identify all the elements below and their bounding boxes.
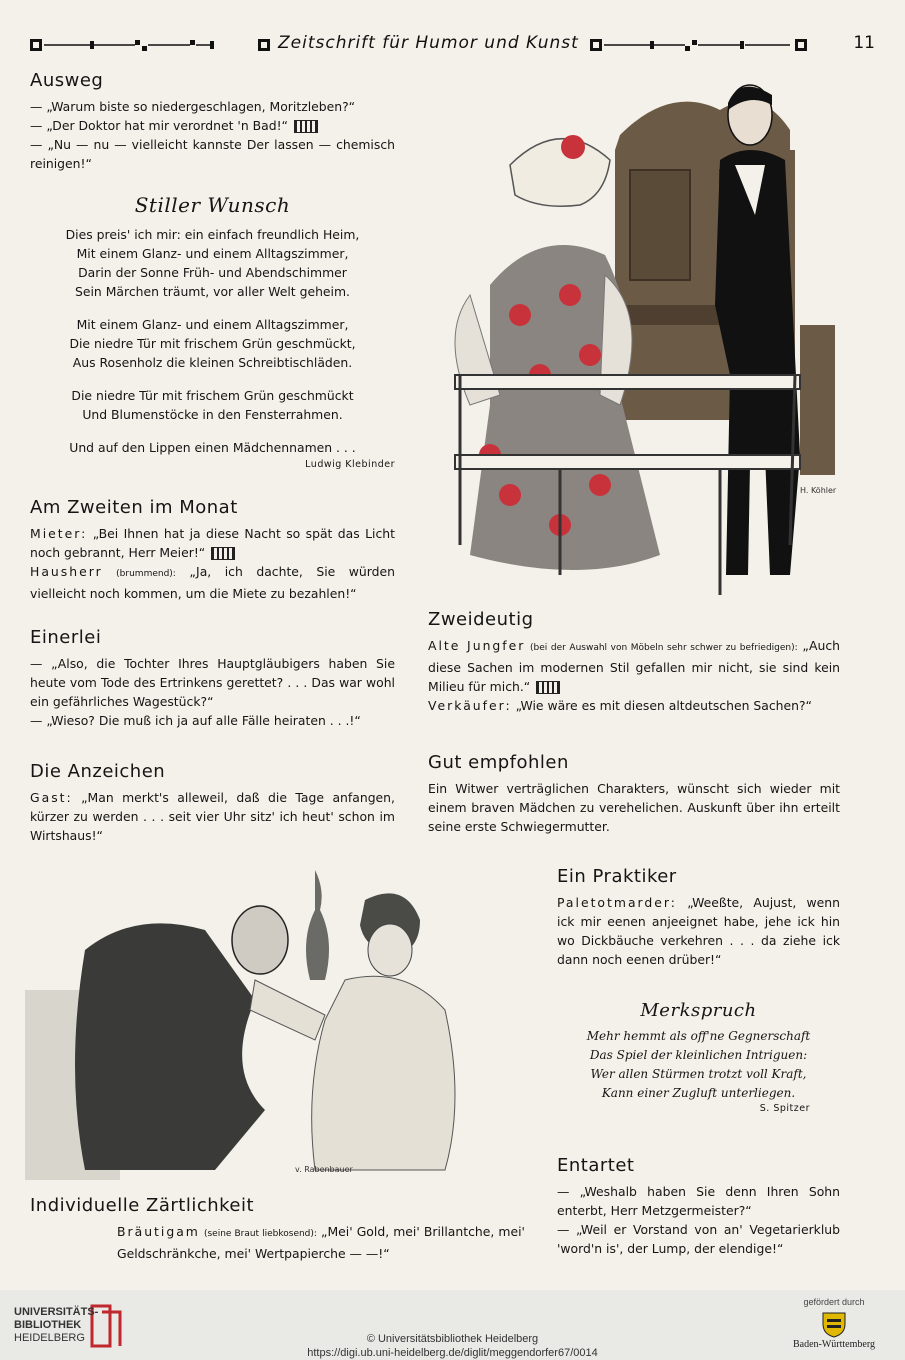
merkspruch-poem bbox=[557, 1027, 840, 1103]
running-header bbox=[30, 33, 875, 57]
source-link[interactable]: https://digi.ub.uni-heidelberg.de/diglit/meggendorfer67/0014 bbox=[307, 1347, 598, 1359]
stanza-3 bbox=[30, 386, 395, 424]
heading-anzeichen: Die Anzeichen bbox=[30, 761, 166, 782]
ausweg-line-2: — „Der Doktor hat mir verordnet 'n Bad!“ bbox=[30, 116, 395, 135]
heading-entartet: Entartet bbox=[557, 1155, 635, 1176]
individuelle-line: Bräutigam (seine Braut liebkosend): „Mei' Gold, mei' Brillantche, mei' Geldschränkche, mei' Wertpapierche — —!“ bbox=[117, 1224, 525, 1261]
library-line: HEIDELBERG bbox=[14, 1332, 85, 1344]
illustration-furniture-shop bbox=[430, 75, 840, 600]
heading-am-zweiten: Am Zweiten im Monat bbox=[30, 497, 238, 518]
poem-line: Und Blumenstöcke in den Fensterrahmen. bbox=[82, 407, 343, 422]
page-number: 11 bbox=[853, 33, 875, 53]
section-individuelle bbox=[30, 1195, 525, 1263]
section-merkspruch bbox=[557, 1000, 840, 1114]
heading-ausweg: Ausweg bbox=[30, 70, 104, 91]
end-mark-icon bbox=[294, 120, 318, 133]
copyright-text: © Universitätsbibliothek Heidelberg bbox=[366, 1333, 539, 1345]
poem-line: Das Spiel der kleinlichen Intriguen: bbox=[589, 1048, 808, 1062]
poem-line: Die niedre Tür mit frischem Grün geschmückt, bbox=[69, 336, 356, 351]
poem-line: Die niedre Tür mit frischem Grün geschmückt bbox=[71, 388, 354, 403]
section-stiller-wunsch bbox=[30, 193, 395, 470]
section-anzeichen bbox=[30, 761, 395, 845]
poem-line: Mehr hemmt als off'ne Gegnerschaft bbox=[586, 1029, 811, 1043]
zweiten-dialog-2: Hausherr (brummend): „Ja, ich dachte, Sie würden vielleicht noch kommen, um die Miete zu bezahlen!“ bbox=[30, 564, 395, 601]
library-line: UNIVERSITÄTS- bbox=[14, 1306, 99, 1318]
artist-signature-top: H. Köhler bbox=[800, 486, 837, 495]
ausweg-line-1: — „Warum biste so niedergeschlagen, Moritzleben?“ bbox=[30, 99, 356, 114]
section-einerlei bbox=[30, 627, 395, 730]
section-ausweg bbox=[30, 70, 395, 173]
heading-individuelle: Individuelle Zärtlichkeit bbox=[30, 1195, 255, 1216]
heading-merkspruch: Merkspruch bbox=[640, 1000, 757, 1021]
funder-name: Baden-Württemberg bbox=[792, 1339, 875, 1350]
copyright-block bbox=[0, 1332, 905, 1360]
header-ornament-right bbox=[590, 37, 810, 53]
poem bbox=[30, 225, 395, 457]
section-zweideutig bbox=[428, 609, 840, 715]
poem-author: Ludwig Klebinder bbox=[305, 459, 395, 470]
poem-line: Aus Rosenholz die kleinen Schreibtischläden. bbox=[72, 355, 353, 370]
poem-line: Mit einem Glanz- und einem Alltagszimmer, bbox=[76, 246, 349, 261]
end-mark-icon bbox=[211, 547, 235, 560]
zweideutig-dialog-1: Alte Jungfer (bei der Auswahl von Möbeln sehr schwer zu befriedigen): „Auch diese Sachen im modernen Stil gefallen mir nicht, sie sind kein Milieu für mich.“ bbox=[428, 638, 840, 694]
funding-block bbox=[779, 1297, 889, 1350]
poem-line: Und auf den Lippen einen Mädchennamen . . . bbox=[69, 440, 356, 455]
section-am-zweiten bbox=[30, 497, 395, 603]
header-ornament-left bbox=[30, 37, 240, 53]
library-line: BIBLIOTHEK bbox=[14, 1319, 82, 1331]
funding-label: gefördert durch bbox=[803, 1297, 865, 1307]
poem-line: Kann einer Zugluft unterliegen. bbox=[601, 1086, 796, 1100]
heading-praktiker: Ein Praktiker bbox=[557, 866, 677, 887]
poem-line: Dies preis' ich mir: ein einfach freundlich Heim, bbox=[65, 227, 360, 242]
entartet-line-2: — „Weil er Vorstand von an' Vegetarierklub 'word'n is', der Lump, der elendige!“ bbox=[557, 1222, 840, 1256]
poem-line: Wer allen Stürmen trotzt voll Kraft, bbox=[590, 1067, 807, 1081]
journal-title: Zeitschrift für Humor und Kunst bbox=[278, 33, 579, 53]
stanza-1 bbox=[30, 225, 395, 301]
section-entartet bbox=[557, 1155, 840, 1258]
stanza-2 bbox=[30, 315, 395, 372]
coat-of-arms-icon bbox=[819, 1310, 849, 1338]
poem-line: Sein Märchen träumt, vor aller Welt geheim. bbox=[75, 284, 350, 299]
poem-line: Mit einem Glanz- und einem Alltagszimmer, bbox=[76, 317, 349, 332]
praktiker-line: Paletotmarder: „Weeßte, Aujust, wenn ick mir eenen anjeeignet habe, jehe ick hin wo Dickbäuche verkehren . . . da ziehe ick dann noch eenen drüber!“ bbox=[557, 895, 840, 967]
section-praktiker bbox=[557, 866, 840, 969]
zweideutig-dialog-2: Verkäufer: „Wie wäre es mit diesen altdeutschen Sachen?“ bbox=[428, 698, 812, 713]
merkspruch-author: S. Spitzer bbox=[759, 1103, 810, 1114]
ausweg-line-3: — „Nu — nu — vielleicht kannste Der lassen — chemisch reinigen!“ bbox=[30, 137, 395, 171]
stanza-4 bbox=[30, 438, 395, 457]
illustration-couple bbox=[25, 870, 545, 1185]
header-ornament-mid bbox=[258, 37, 274, 53]
zweiten-dialog-1: Mieter: „Bei Ihnen hat ja diese Nacht so spät das Licht noch gebrannt, Herr Meier!“ bbox=[30, 526, 395, 560]
einerlei-line-2: — „Wieso? Die muß ich ja auf alle Fälle heiraten . . .!“ bbox=[30, 713, 361, 728]
entartet-line-1: — „Weshalb haben Sie denn Ihren Sohn enterbt, Herr Metzgermeister?“ bbox=[557, 1184, 840, 1218]
heading-zweideutig: Zweideutig bbox=[428, 609, 534, 630]
end-mark-icon bbox=[536, 681, 560, 694]
heading-gut-empfohlen: Gut empfohlen bbox=[428, 752, 569, 773]
einerlei-line-1: — „Also, die Tochter Ihres Hauptgläubigers haben Sie heute vom Tode des Ertrinkens gerettet? . . . Das war wohl ein gefährliches Wagestück?“ bbox=[30, 656, 395, 709]
heading-stiller-wunsch: Stiller Wunsch bbox=[134, 193, 291, 217]
poem-line: Darin der Sonne Früh- und Abendschimmer bbox=[78, 265, 347, 280]
section-gut-empfohlen bbox=[428, 752, 840, 836]
artist-signature-bottom: v. Rabenbauer bbox=[295, 1165, 353, 1174]
gut-line: Ein Witwer verträglichen Charakters, wünscht sich wieder mit einem braven Mädchen zu verehelichen. Auskunft über ihn erteilt seine erste Schwiegermutter. bbox=[428, 781, 840, 834]
heading-einerlei: Einerlei bbox=[30, 627, 102, 648]
anzeichen-line: Gast: „Man merkt's alleweil, daß die Tage anfangen, kürzer zu werden . . . seit vier Uhr sitz' ich heut' schon im Wirtshaus!“ bbox=[30, 790, 395, 843]
